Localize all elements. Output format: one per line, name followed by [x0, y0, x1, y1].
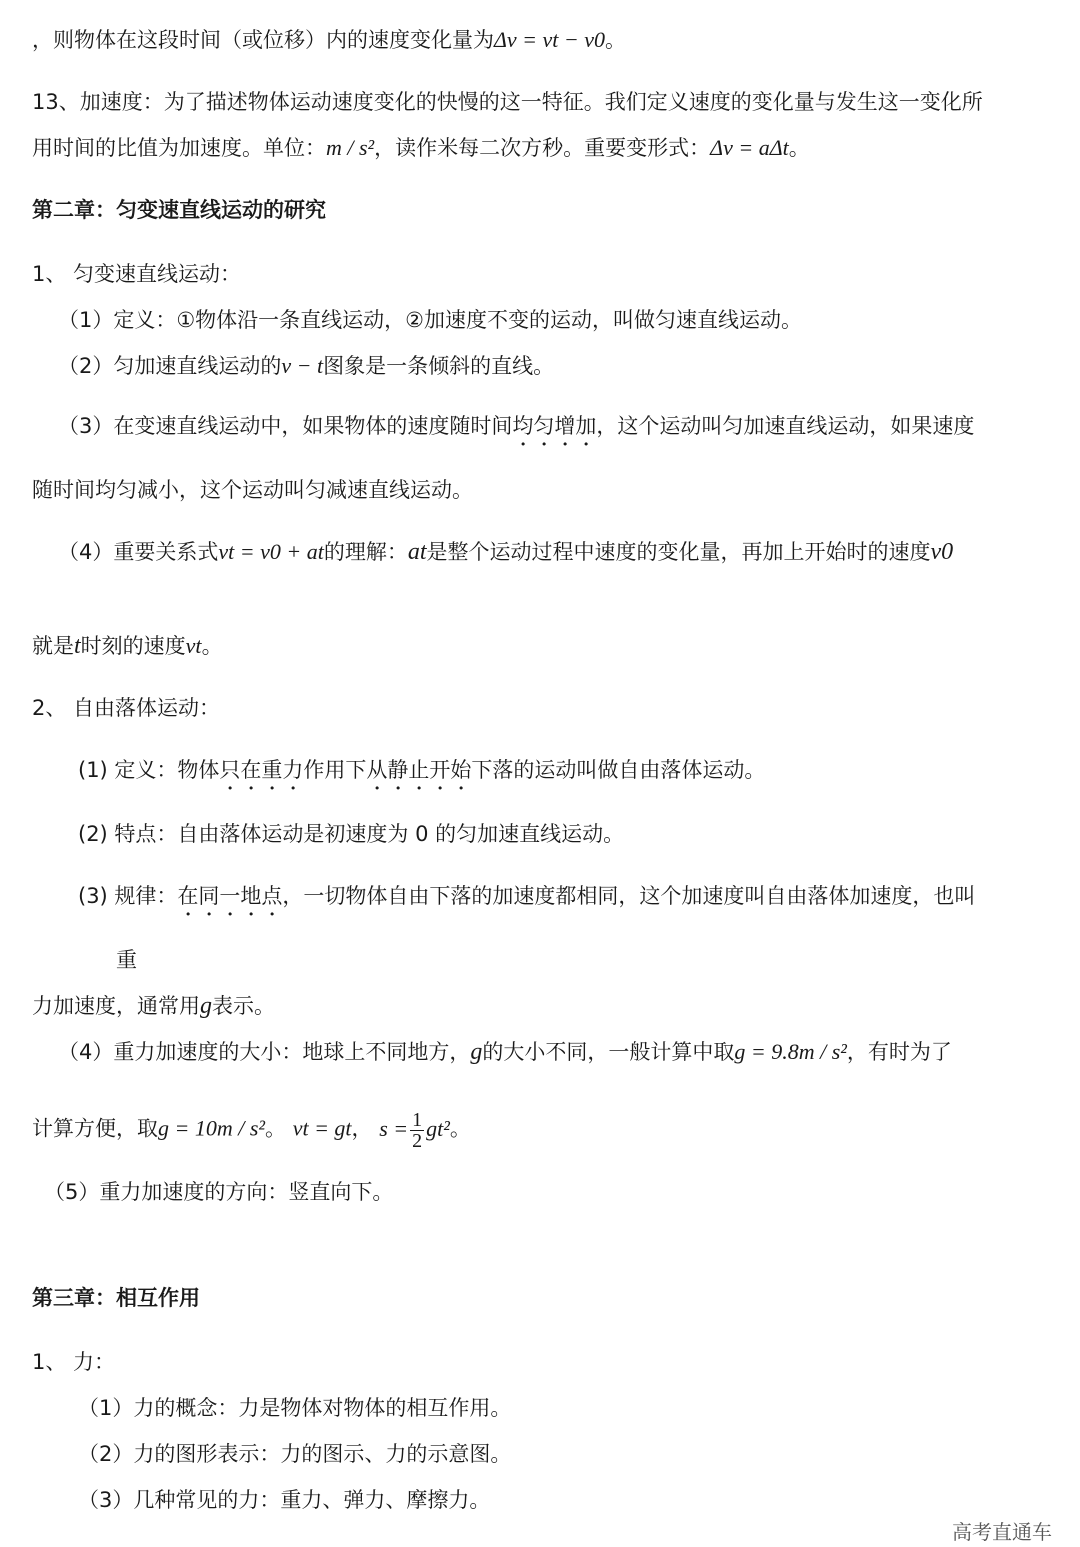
unit-m-per-s2: m / s²	[326, 135, 375, 160]
item-v-t-graph: （2）匀加速直线运动的v − t图象是一条倾斜的直线。	[58, 353, 555, 378]
chapter-3-heading: 第三章：相互作用	[32, 1286, 200, 1310]
emphasis-only-gravity: 只在重力	[219, 758, 304, 782]
watermark: 高考直通车	[952, 1520, 1052, 1544]
item-variable-motion: （3）在变速直线运动中，如果物体的速度随时间均匀增加，这个运动叫匀加速直线运动，如果速度	[58, 414, 975, 438]
item-common-forces: （3）几种常见的力：重力、弹力、摩擦力。	[78, 1488, 491, 1512]
formula-vt-v0-at: vt = v0 + at	[218, 539, 324, 564]
fraction-one-half: $\frac{1}{2}$	[412, 1109, 423, 1152]
emphasis-from-rest: 从静止开始	[366, 758, 472, 782]
item-force-concept: （1）力的概念：力是物体对物体的相互作用。	[78, 1396, 512, 1420]
item-gravity-direction: （5）重力加速度的方向：竖直向下。	[44, 1180, 394, 1204]
item-force-representation: （2）力的图形表示：力的图示、力的示意图。	[78, 1442, 512, 1466]
symbol-g-2: g	[470, 1039, 483, 1065]
item-variable-motion-continued: 随时间均匀减小，这个运动叫匀减速直线运动。	[32, 478, 473, 502]
symbol-vt: vt	[185, 633, 202, 658]
item-free-fall-law: (3) 规律：在同一地点，一切物体自由下落的加速度都相同，这个加速度叫自由落体加速度，也叫	[78, 884, 976, 908]
symbol-t: t	[74, 633, 81, 659]
section-force: 1、 力：	[32, 1350, 116, 1374]
item-key-relation-continued: 就是t时刻的速度vt。	[32, 633, 223, 659]
item-gravity-magnitude-continued: 计算方便，取g = 10m / s²。 vt = gt， s = $\frac{1}{2}$ gt²。	[32, 1109, 471, 1152]
formula-s-half-gt2: s = $\frac{1}{2}$ gt²	[379, 1109, 450, 1152]
formula-vt-gt: vt = gt	[292, 1115, 352, 1141]
item-key-relation: （4）重要关系式vt = v0 + at的理解：at是整个运动过程中速度的变化量，再加上开始时的速度v0	[58, 539, 954, 565]
emphasis-uniform-increase: 均匀增加	[512, 414, 597, 438]
formula-g-9-8: g = 9.8m / s²	[734, 1039, 847, 1064]
item-definition: （1）定义：①物体沿一条直线运动，②加速度不变的运动，叫做匀速直线运动。	[58, 308, 803, 332]
item-free-fall-feature: (2) 特点：自由落体运动是初速度为 0 的匀加速直线运动。	[78, 822, 625, 846]
symbol-v0: v0	[930, 539, 954, 565]
text-line-acceleration-definition: 13、加速度：为了描述物体运动速度变化的快慢的这一特征。我们定义速度的变化量与发生这一变化所	[32, 90, 983, 114]
section-free-fall: 2、 自由落体运动：	[32, 696, 221, 720]
item-free-fall-law-continued: 力加速度，通常用g表示。	[32, 993, 275, 1019]
formula-g-10: g = 10m / s²	[158, 1115, 266, 1141]
item-free-fall-definition: (1) 定义：物体只在重力作用下从静止开始下落的运动叫做自由落体运动。	[78, 758, 766, 782]
section-uniform-variable-motion: 1、 匀变速直线运动：	[32, 262, 242, 286]
formula-delta-v-a-delta-t: Δv = aΔt	[710, 135, 789, 160]
chapter-2-heading: 第二章：匀变速直线运动的研究	[32, 198, 326, 222]
text-line-acceleration-unit: 用时间的比值为加速度。单位：m / s²，读作米每二次方秒。重要变形式：Δv = aΔt。	[32, 135, 810, 160]
item-free-fall-law-wrap: 重	[116, 948, 137, 972]
item-gravity-magnitude: （4）重力加速度的大小：地球上不同地方，g的大小不同，一般计算中取g = 9.8m / s²，有时为了	[58, 1039, 952, 1065]
text-line-velocity-change: ，则物体在这段时间（或位移）内的速度变化量为Δv = vt − v0。	[32, 27, 627, 52]
formula-v-t: v − t	[281, 353, 324, 378]
emphasis-same-place: 在同一地点	[177, 884, 283, 908]
formula-delta-v: Δv = vt − v0	[494, 27, 606, 52]
symbol-g: g	[200, 993, 212, 1019]
symbol-at: at	[407, 539, 427, 565]
